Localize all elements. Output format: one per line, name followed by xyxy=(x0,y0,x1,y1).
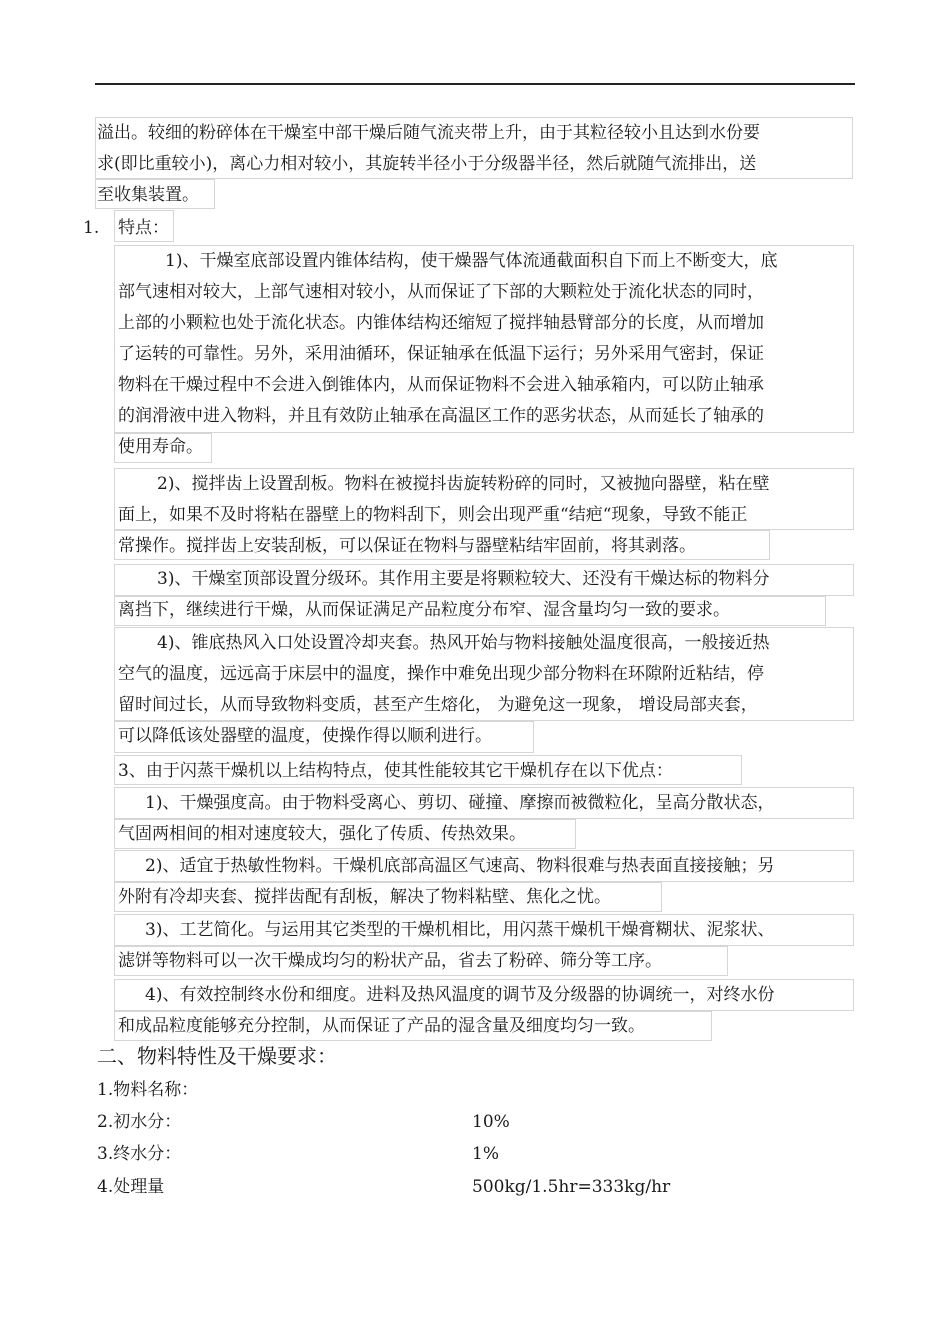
paragraph-line: 1)、干燥强度高。由于物料受离心、剪切、碰撞、摩擦而被微粒化，呈高分散状态， xyxy=(145,793,775,813)
paragraph-line: 和成品粒度能够充分控制，从而保证了产品的湿含量及细度均匀一致。 xyxy=(118,1016,645,1036)
paragraph-line: 外附有冷却夹套、搅拌齿配有刮板，解决了物料粘壁、焦化之忧。 xyxy=(118,887,611,907)
paragraph-line: 面上，如果不及时将粘在器壁上的物料刮下，则会出现严重“结疤“现象，导致不能正 xyxy=(118,505,748,525)
paragraph-line: 离挡下，继续进行干燥，从而保证满足产品粒度分布窄、湿含量均匀一致的要求。 xyxy=(118,600,730,620)
paragraph-line: 3)、工艺简化。与运用其它类型的干燥机相比，用闪蒸干燥机干燥膏糊状、泥浆状、 xyxy=(145,920,775,940)
paragraph-line: 溢出。较细的粉碎体在干燥室中部干燥后随气流夹带上升，由于其粒径较小且达到水份要 xyxy=(97,123,760,143)
paragraph-line: 4)、有效控制终水份和细度。进料及热风温度的调节及分级器的协调统一，对终水份 xyxy=(145,985,775,1005)
paragraph-line: 可以降低该处器壁的温度，使操作得以顺利进行。 xyxy=(118,726,492,746)
paragraph-line: 部气速相对较大，上部气速相对较小，从而保证了下部的大颗粒处于流化状态的同时， xyxy=(118,282,764,302)
paragraph-line: 2)、搅拌齿上设置刮板。物料在被搅抖齿旋转粉碎的同时，又被抛向器壁，粘在壁 xyxy=(157,474,770,494)
paragraph-line: 3、由于闪蒸干燥机以上结构特点，使其性能较其它干燥机存在以下优点： xyxy=(118,761,673,781)
paragraph-line: 2)、适宜于热敏性物料。干燥机底部高温区气速高、物料很难与热表面直接接触；另 xyxy=(145,856,775,876)
paragraph-line: 常操作。搅拌齿上安装刮板，可以保证在物料与器壁粘结牢固前，将其剥落。 xyxy=(118,536,696,556)
paragraph-line: 至收集装置。 xyxy=(97,185,199,205)
property-label: 1.物料名称： xyxy=(97,1080,199,1100)
list-item-label: 特点： xyxy=(118,218,169,238)
property-label: 2.初水分： xyxy=(97,1112,182,1132)
paragraph-line: 使用寿命。 xyxy=(118,437,203,457)
paragraph-line: 物料在干燥过程中不会进入倒锥体内，从而保证物料不会进入轴承箱内，可以防止轴承 xyxy=(118,375,764,395)
property-label: 3.终水分： xyxy=(97,1144,182,1164)
section-heading: 二、物料特性及干燥要求： xyxy=(97,1044,337,1068)
property-value: 500kg/1.5hr=333kg/hr xyxy=(472,1177,671,1197)
list-number: 1. xyxy=(83,218,100,238)
paragraph-line: 3)、干燥室顶部设置分级环。其作用主要是将颗粒较大、还没有干燥达标的物料分 xyxy=(157,569,770,589)
paragraph-line: 4)、锥底热风入口处设置冷却夹套。热风开始与物料接触处温度很高，一般接近热 xyxy=(157,633,770,653)
paragraph-line: 1)、干燥室底部设置内锥体结构，使干燥器气体流通截面积自下而上不断变大，底 xyxy=(165,251,778,271)
paragraph-line: 空气的温度，远远高于床层中的温度，操作中难免出现少部分物料在环隙附近粘结，停 xyxy=(118,664,764,684)
paragraph-line: 气固两相间的相对速度较大，强化了传质、传热效果。 xyxy=(118,824,526,844)
paragraph-line: 求(即比重较小)，离心力相对较小，其旋转半径小于分级器半径，然后就随气流排出，送 xyxy=(97,154,757,174)
property-value: 1% xyxy=(472,1144,499,1164)
paragraph-line: 滤饼等物料可以一次干燥成均匀的粉状产品，省去了粉碎、筛分等工序。 xyxy=(118,951,662,971)
property-label: 4.处理量 xyxy=(97,1177,165,1197)
paragraph-line: 的润滑液中进入物料，并且有效防止轴承在高温区工作的恶劣状态，从而延长了轴承的 xyxy=(118,406,764,426)
paragraph-line: 了运转的可靠性。另外，采用油循环，保证轴承在低温下运行；另外采用气密封，保证 xyxy=(118,344,764,364)
paragraph-line: 上部的小颗粒也处于流化状态。内锥体结构还缩短了搅拌轴悬臂部分的长度，从而增加 xyxy=(118,313,764,333)
property-value: 10% xyxy=(472,1112,510,1132)
paragraph-line: 留时间过长，从而导致物料变质，甚至产生熔化， 为避免这一现象， 增设局部夹套， xyxy=(118,695,758,715)
header-rule xyxy=(95,83,855,85)
